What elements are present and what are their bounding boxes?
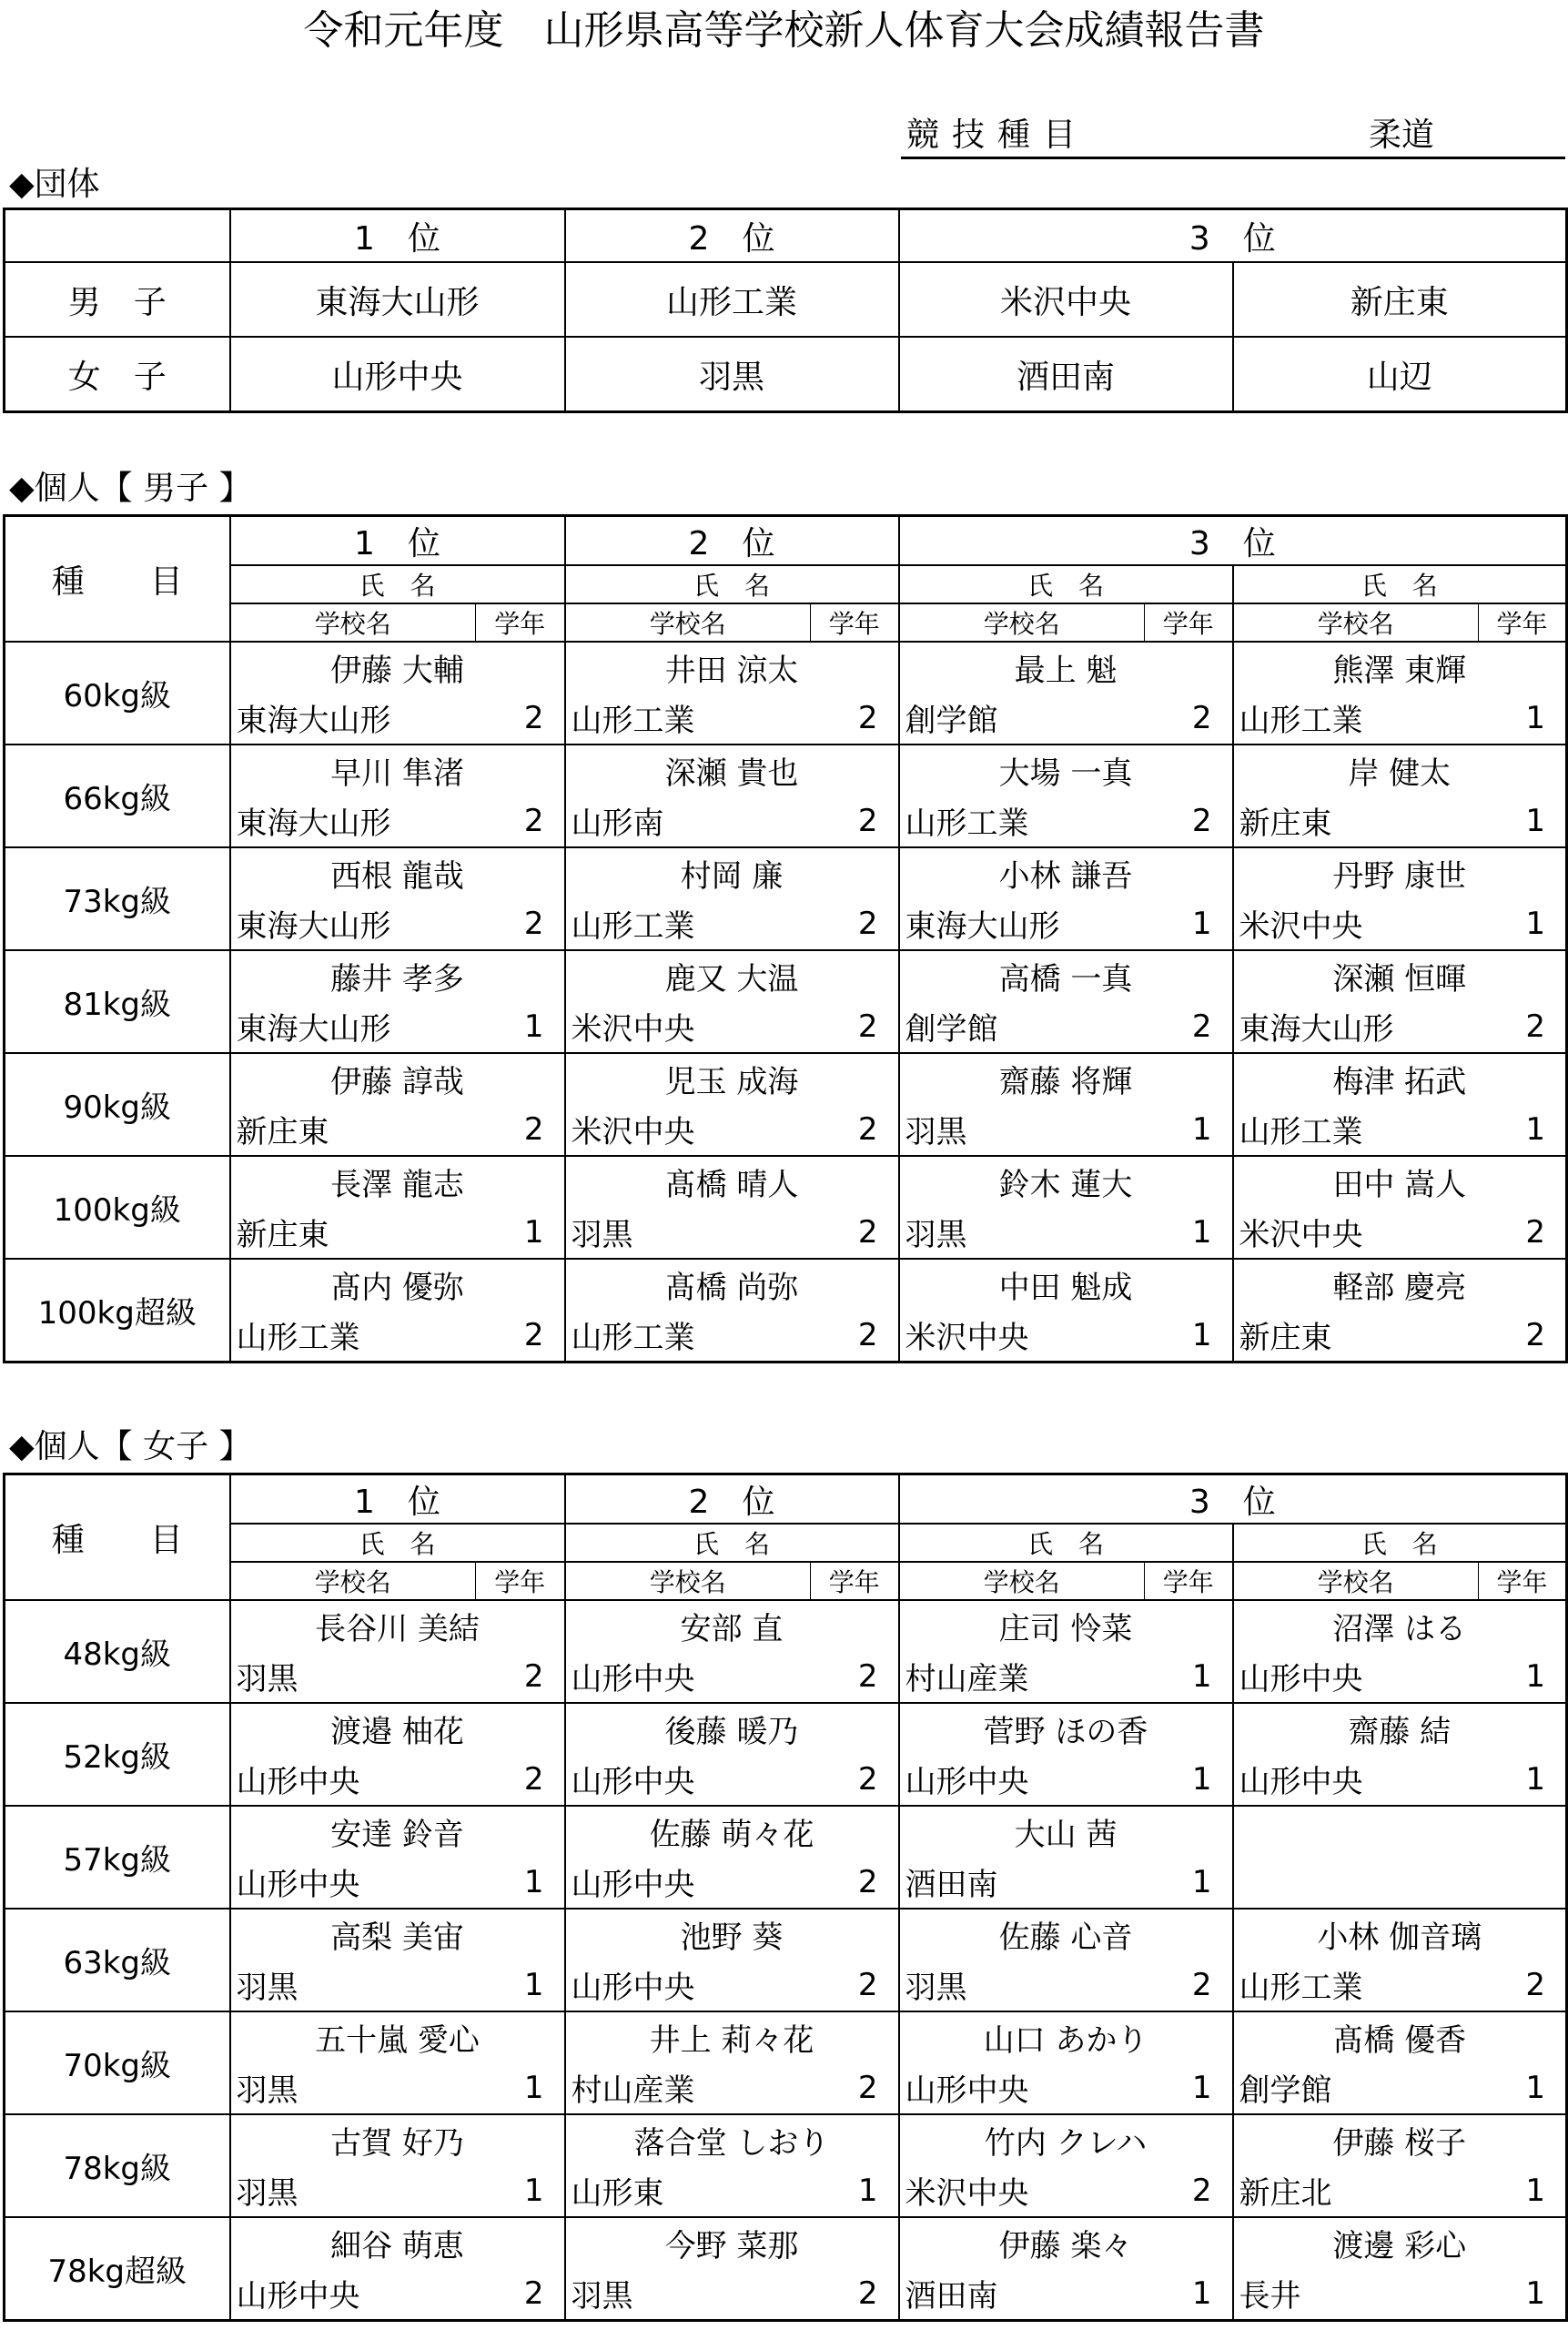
athlete-grade: 2 xyxy=(1479,1000,1567,1053)
school-header: 学校名 xyxy=(230,603,476,642)
name-header: 氏 名 xyxy=(230,565,565,603)
weight-class-row xyxy=(5,1806,1567,1856)
weight-class-label: 78kg級 xyxy=(5,2114,230,2217)
athlete-school: 米沢中央 xyxy=(1233,897,1479,950)
athlete-name: 中田 魁成 xyxy=(899,1259,1233,1309)
athlete-name: 小林 伽音璃 xyxy=(1233,1909,1567,1959)
rank-1-header: 1 位 xyxy=(230,1474,565,1525)
athlete-school: 羽黒 xyxy=(565,2267,811,2321)
event-field xyxy=(901,109,1565,159)
athlete-school: 羽黒 xyxy=(230,1959,476,2011)
athlete-grade: 2 xyxy=(1145,692,1233,745)
athlete-name: 佐藤 心音 xyxy=(899,1909,1233,1959)
school-header: 学校名 xyxy=(230,1562,476,1600)
athlete-grade: 1 xyxy=(476,1206,565,1259)
athlete-name: 軽部 慶亮 xyxy=(1233,1259,1567,1309)
weight-class-label: 63kg級 xyxy=(5,1909,230,2011)
athlete-school: 長井 xyxy=(1233,2267,1479,2321)
athlete-school: 東海大山形 xyxy=(230,795,476,847)
athlete-school: 東海大山形 xyxy=(230,897,476,950)
athlete-name: 大場 一真 xyxy=(899,745,1233,795)
athlete-name: 熊澤 東輝 xyxy=(1233,642,1567,692)
team-row-label: 女 子 xyxy=(5,337,230,412)
athlete-grade: 1 xyxy=(1479,2164,1567,2217)
weight-class-row xyxy=(5,1909,1567,1959)
athlete-name: 大山 茜 xyxy=(899,1806,1233,1856)
category-header: 種 目 xyxy=(5,516,230,643)
athlete-grade: 2 xyxy=(1145,1000,1233,1053)
athlete-name: 齋藤 将輝 xyxy=(899,1053,1233,1103)
school-grade-row xyxy=(5,1856,1567,1909)
athlete-name: 落合堂 しおり xyxy=(565,2114,899,2164)
grade-header: 学年 xyxy=(1479,603,1567,642)
athlete-name: 竹内 クレハ xyxy=(899,2114,1233,2164)
name-header: 氏 名 xyxy=(1233,565,1567,603)
athlete-grade: 2 xyxy=(811,1650,899,1703)
school-grade-row xyxy=(5,692,1567,745)
athlete-grade: 2 xyxy=(811,897,899,950)
school-grade-row xyxy=(5,1959,1567,2011)
school-grade-row xyxy=(5,1309,1567,1363)
athlete-name: 山口 あかり xyxy=(899,2011,1233,2062)
athlete-name: 佐藤 萌々花 xyxy=(565,1806,899,1856)
athlete-school: 東海大山形 xyxy=(1233,1000,1479,1053)
grade-header: 学年 xyxy=(811,1562,899,1600)
athlete-name: 井田 涼太 xyxy=(565,642,899,692)
athlete-name: 伊藤 諄哉 xyxy=(230,1053,565,1103)
weight-class-label: 73kg級 xyxy=(5,847,230,950)
name-header: 氏 名 xyxy=(230,1524,565,1562)
athlete-grade: 1 xyxy=(476,1000,565,1053)
school-header: 学校名 xyxy=(1233,603,1479,642)
name-header-row xyxy=(5,565,1567,603)
athlete-school: 東海大山形 xyxy=(230,1000,476,1053)
weight-class-row xyxy=(5,1156,1567,1206)
men-individual-table xyxy=(3,514,1568,1363)
athlete-grade: 2 xyxy=(811,1309,899,1363)
athlete-school: 山形東 xyxy=(565,2164,811,2217)
athlete-school: 山形南 xyxy=(565,795,811,847)
athlete-grade: 2 xyxy=(1145,2164,1233,2217)
athlete-name xyxy=(1233,1806,1567,1856)
rank-header-row xyxy=(5,1474,1567,1525)
athlete-school: 山形中央 xyxy=(899,2062,1145,2114)
athlete-grade: 1 xyxy=(1145,1856,1233,1909)
athlete-grade: 2 xyxy=(811,1856,899,1909)
athlete-school: 米沢中央 xyxy=(565,1000,811,1053)
athlete-name: 伊藤 大輔 xyxy=(230,642,565,692)
name-header: 氏 名 xyxy=(565,565,899,603)
school-header: 学校名 xyxy=(565,603,811,642)
athlete-name: 髙内 優弥 xyxy=(230,1259,565,1309)
weight-class-row xyxy=(5,1600,1567,1650)
athlete-school: 米沢中央 xyxy=(1233,1206,1479,1259)
school-grade-row xyxy=(5,2164,1567,2217)
team-first: 山形中央 xyxy=(230,337,565,412)
weight-class-row xyxy=(5,642,1567,692)
weight-class-row xyxy=(5,745,1567,795)
school-grade-row xyxy=(5,1103,1567,1156)
athlete-school: 山形中央 xyxy=(565,1959,811,2011)
athlete-grade: 2 xyxy=(476,1753,565,1806)
athlete-school: 山形工業 xyxy=(1233,1959,1479,2011)
athlete-school: 創学館 xyxy=(899,1000,1145,1053)
athlete-name: 長澤 龍志 xyxy=(230,1156,565,1206)
weight-class-label: 60kg級 xyxy=(5,642,230,745)
team-row-label: 男 子 xyxy=(5,262,230,337)
rank-2-header: 2 位 xyxy=(565,516,899,566)
athlete-grade: 1 xyxy=(1479,692,1567,745)
athlete-name: 五十嵐 愛心 xyxy=(230,2011,565,2062)
weight-class-row xyxy=(5,1703,1567,1753)
athlete-school: 新庄東 xyxy=(1233,1309,1479,1363)
athlete-school: 羽黒 xyxy=(899,1103,1145,1156)
grade-header: 学年 xyxy=(1479,1562,1567,1600)
women-individual-table xyxy=(3,1473,1568,2322)
weight-class-row xyxy=(5,2114,1567,2164)
school-grade-header-row xyxy=(5,1562,1567,1600)
athlete-school: 羽黒 xyxy=(899,1206,1145,1259)
rank-2-header: 2 位 xyxy=(565,1474,899,1525)
weight-class-row xyxy=(5,847,1567,897)
athlete-school: 米沢中央 xyxy=(899,1309,1145,1363)
team-third-a: 米沢中央 xyxy=(899,262,1233,337)
athlete-school: 山形中央 xyxy=(565,1650,811,1703)
athlete-school: 山形中央 xyxy=(230,1856,476,1909)
athlete-school: 創学館 xyxy=(1233,2062,1479,2114)
weight-class-label: 66kg級 xyxy=(5,745,230,847)
athlete-school: 新庄東 xyxy=(230,1103,476,1156)
athlete-grade: 2 xyxy=(1479,1206,1567,1259)
athlete-school: 山形中央 xyxy=(899,1753,1145,1806)
athlete-school: 村山産業 xyxy=(899,1650,1145,1703)
athlete-school: 羽黒 xyxy=(230,2062,476,2114)
athlete-school: 東海大山形 xyxy=(899,897,1145,950)
athlete-name: 井上 莉々花 xyxy=(565,2011,899,2062)
athlete-grade: 2 xyxy=(811,2267,899,2321)
athlete-grade: 1 xyxy=(1479,1753,1567,1806)
athlete-grade: 2 xyxy=(811,1000,899,1053)
rank-header-row xyxy=(5,516,1567,566)
athlete-school: 新庄東 xyxy=(1233,795,1479,847)
athlete-school: 創学館 xyxy=(899,692,1145,745)
rank-1-header: 1 位 xyxy=(230,516,565,566)
athlete-name: 小林 謙吾 xyxy=(899,847,1233,897)
athlete-name: 高橋 一真 xyxy=(899,950,1233,1000)
athlete-name: 田中 嵩人 xyxy=(1233,1156,1567,1206)
weight-class-label: 57kg級 xyxy=(5,1806,230,1909)
weight-class-row xyxy=(5,1259,1567,1309)
athlete-school: 山形中央 xyxy=(1233,1753,1479,1806)
team-third-b: 山辺 xyxy=(1233,337,1567,412)
weight-class-row xyxy=(5,2011,1567,2062)
men-section-heading: ◆個人【 男子 】 xyxy=(9,470,252,507)
page-title: 令和元年度 山形県高等学校新人体育大会成績報告書 xyxy=(303,7,1265,54)
team-second: 山形工業 xyxy=(565,262,899,337)
athlete-name: 髙橋 優香 xyxy=(1233,2011,1567,2062)
athlete-school: 東海大山形 xyxy=(230,692,476,745)
athlete-grade: 1 xyxy=(1479,1103,1567,1156)
athlete-school: 山形工業 xyxy=(565,692,811,745)
weight-class-label: 100kg超級 xyxy=(5,1259,230,1363)
athlete-name: 深瀬 恒暉 xyxy=(1233,950,1567,1000)
grade-header: 学年 xyxy=(476,603,565,642)
athlete-grade: 2 xyxy=(476,1103,565,1156)
athlete-name: 沼澤 はる xyxy=(1233,1600,1567,1650)
team-rank-header xyxy=(5,209,1567,263)
rank-3-header: 3 位 xyxy=(899,1474,1567,1525)
school-grade-row xyxy=(5,1000,1567,1053)
athlete-grade: 2 xyxy=(476,1309,565,1363)
athlete-name: 西根 龍哉 xyxy=(230,847,565,897)
school-grade-row xyxy=(5,1753,1567,1806)
school-grade-row xyxy=(5,2062,1567,2114)
rank-1-header: 1 位 xyxy=(230,209,565,263)
athlete-grade: 1 xyxy=(811,2164,899,2217)
athlete-grade: 1 xyxy=(1479,897,1567,950)
school-grade-row xyxy=(5,1650,1567,1703)
athlete-name: 菅野 ほの香 xyxy=(899,1703,1233,1753)
athlete-name: 岸 健太 xyxy=(1233,745,1567,795)
school-grade-row xyxy=(5,897,1567,950)
grade-header: 学年 xyxy=(1145,1562,1233,1600)
athlete-grade: 2 xyxy=(811,1959,899,2011)
school-header: 学校名 xyxy=(565,1562,811,1600)
athlete-name: 池野 葵 xyxy=(565,1909,899,1959)
athlete-grade: 1 xyxy=(1479,795,1567,847)
athlete-name: 鈴木 蓮大 xyxy=(899,1156,1233,1206)
athlete-grade: 2 xyxy=(476,692,565,745)
athlete-grade: 2 xyxy=(811,2062,899,2114)
name-header: 氏 名 xyxy=(1233,1524,1567,1562)
athlete-grade: 1 xyxy=(1479,2267,1567,2321)
athlete-school: 山形中央 xyxy=(230,2267,476,2321)
team-section-heading: ◆団体 xyxy=(9,166,100,203)
athlete-school: 羽黒 xyxy=(899,1959,1145,2011)
athlete-name: 伊藤 楽々 xyxy=(899,2217,1233,2267)
athlete-school: 山形工業 xyxy=(1233,1103,1479,1156)
athlete-school: 山形工業 xyxy=(899,795,1145,847)
athlete-name: 藤井 孝多 xyxy=(230,950,565,1000)
athlete-name: 深瀬 貴也 xyxy=(565,745,899,795)
rank-3-header: 3 位 xyxy=(899,516,1567,566)
athlete-grade: 2 xyxy=(811,1206,899,1259)
team-row-women xyxy=(5,337,1567,412)
athlete-name: 安部 直 xyxy=(565,1600,899,1650)
athlete-name: 高梨 美宙 xyxy=(230,1909,565,1959)
weight-class-label: 48kg級 xyxy=(5,1600,230,1703)
athlete-school: 山形中央 xyxy=(565,1753,811,1806)
athlete-grade: 1 xyxy=(476,2062,565,2114)
athlete-name: 伊藤 桜子 xyxy=(1233,2114,1567,2164)
athlete-school: 山形中央 xyxy=(565,1856,811,1909)
athlete-school: 羽黒 xyxy=(565,1206,811,1259)
athlete-name: 早川 隼渚 xyxy=(230,745,565,795)
athlete-grade: 2 xyxy=(811,795,899,847)
athlete-grade: 1 xyxy=(1145,2062,1233,2114)
rank-2-header: 2 位 xyxy=(565,209,899,263)
athlete-grade: 1 xyxy=(1145,1103,1233,1156)
women-section-heading: ◆個人【 女子 】 xyxy=(9,1428,252,1465)
athlete-name: 児玉 成海 xyxy=(565,1053,899,1103)
athlete-school: 山形工業 xyxy=(1233,692,1479,745)
athlete-name: 細谷 萌恵 xyxy=(230,2217,565,2267)
athlete-grade: 2 xyxy=(811,692,899,745)
grade-header: 学年 xyxy=(1145,603,1233,642)
athlete-school: 米沢中央 xyxy=(565,1103,811,1156)
athlete-grade: 1 xyxy=(1145,897,1233,950)
athlete-grade: 1 xyxy=(476,1959,565,2011)
athlete-name: 渡邉 柚花 xyxy=(230,1703,565,1753)
athlete-name: 最上 魁 xyxy=(899,642,1233,692)
event-value: 柔道 xyxy=(1368,116,1434,154)
school-header: 学校名 xyxy=(899,1562,1145,1600)
weight-class-label: 100kg級 xyxy=(5,1156,230,1259)
athlete-school: 羽黒 xyxy=(230,1650,476,1703)
athlete-name: 鹿又 大温 xyxy=(565,950,899,1000)
name-header: 氏 名 xyxy=(899,1524,1233,1562)
athlete-grade: 2 xyxy=(811,1103,899,1156)
weight-class-label: 52kg級 xyxy=(5,1703,230,1806)
athlete-name: 渡邊 彩心 xyxy=(1233,2217,1567,2267)
athlete-name: 今野 菜那 xyxy=(565,2217,899,2267)
weight-class-label: 90kg級 xyxy=(5,1053,230,1156)
athlete-grade xyxy=(1479,1856,1567,1909)
name-header: 氏 名 xyxy=(565,1524,899,1562)
weight-class-row xyxy=(5,1053,1567,1103)
athlete-grade: 2 xyxy=(476,795,565,847)
weight-class-label: 70kg級 xyxy=(5,2011,230,2114)
athlete-school xyxy=(1233,1856,1479,1909)
athlete-name: 髙橋 晴人 xyxy=(565,1156,899,1206)
school-header: 学校名 xyxy=(899,603,1145,642)
athlete-name: 安達 鈴音 xyxy=(230,1806,565,1856)
grade-header: 学年 xyxy=(811,603,899,642)
athlete-school: 山形中央 xyxy=(230,1753,476,1806)
rank-3-header: 3 位 xyxy=(899,209,1567,263)
school-grade-row xyxy=(5,795,1567,847)
athlete-grade: 2 xyxy=(1145,795,1233,847)
athlete-school: 酒田南 xyxy=(899,1856,1145,1909)
athlete-name: 長谷川 美結 xyxy=(230,1600,565,1650)
school-grade-row xyxy=(5,1206,1567,1259)
athlete-grade: 2 xyxy=(476,897,565,950)
corner-cell xyxy=(5,209,230,263)
event-label: 競技種目 xyxy=(906,116,1089,154)
athlete-grade: 1 xyxy=(1145,1309,1233,1363)
athlete-school: 山形中央 xyxy=(1233,1650,1479,1703)
weight-class-label: 78kg超級 xyxy=(5,2217,230,2321)
team-third-a: 酒田南 xyxy=(899,337,1233,412)
athlete-grade: 1 xyxy=(1479,1650,1567,1703)
athlete-school: 山形工業 xyxy=(230,1309,476,1363)
school-grade-header-row xyxy=(5,603,1567,642)
athlete-grade: 2 xyxy=(1145,1959,1233,2011)
athlete-name: 齋藤 結 xyxy=(1233,1703,1567,1753)
team-results-table xyxy=(3,208,1568,413)
athlete-grade: 1 xyxy=(1145,2267,1233,2321)
athlete-school: 羽黒 xyxy=(230,2164,476,2217)
athlete-name: 村岡 廉 xyxy=(565,847,899,897)
team-first: 東海大山形 xyxy=(230,262,565,337)
name-header-row xyxy=(5,1524,1567,1562)
school-header: 学校名 xyxy=(1233,1562,1479,1600)
athlete-school: 山形工業 xyxy=(565,1309,811,1363)
weight-class-row xyxy=(5,950,1567,1000)
athlete-grade: 2 xyxy=(476,1650,565,1703)
weight-class-row xyxy=(5,2217,1567,2267)
category-header: 種 目 xyxy=(5,1474,230,1601)
athlete-school: 新庄東 xyxy=(230,1206,476,1259)
team-third-b: 新庄東 xyxy=(1233,262,1567,337)
athlete-school: 米沢中央 xyxy=(899,2164,1145,2217)
athlete-grade: 1 xyxy=(476,2164,565,2217)
athlete-name: 庄司 怜菜 xyxy=(899,1600,1233,1650)
athlete-school: 山形工業 xyxy=(565,897,811,950)
athlete-school: 酒田南 xyxy=(899,2267,1145,2321)
team-second: 羽黒 xyxy=(565,337,899,412)
athlete-name: 梅津 拓武 xyxy=(1233,1053,1567,1103)
athlete-name: 古賀 好乃 xyxy=(230,2114,565,2164)
grade-header: 学年 xyxy=(476,1562,565,1600)
athlete-grade: 1 xyxy=(1145,1650,1233,1703)
name-header: 氏 名 xyxy=(899,565,1233,603)
weight-class-label: 81kg級 xyxy=(5,950,230,1053)
athlete-grade: 2 xyxy=(476,2267,565,2321)
athlete-grade: 2 xyxy=(1479,1309,1567,1363)
team-row-men xyxy=(5,262,1567,337)
athlete-grade: 1 xyxy=(1479,2062,1567,2114)
athlete-school: 新庄北 xyxy=(1233,2164,1479,2217)
athlete-grade: 2 xyxy=(1479,1959,1567,2011)
athlete-school: 村山産業 xyxy=(565,2062,811,2114)
athlete-grade: 2 xyxy=(811,1753,899,1806)
athlete-grade: 1 xyxy=(1145,1753,1233,1806)
athlete-grade: 1 xyxy=(1145,1206,1233,1259)
athlete-grade: 1 xyxy=(476,1856,565,1909)
athlete-name: 丹野 康世 xyxy=(1233,847,1567,897)
school-grade-row xyxy=(5,2267,1567,2321)
athlete-name: 髙橋 尚弥 xyxy=(565,1259,899,1309)
athlete-name: 後藤 暖乃 xyxy=(565,1703,899,1753)
